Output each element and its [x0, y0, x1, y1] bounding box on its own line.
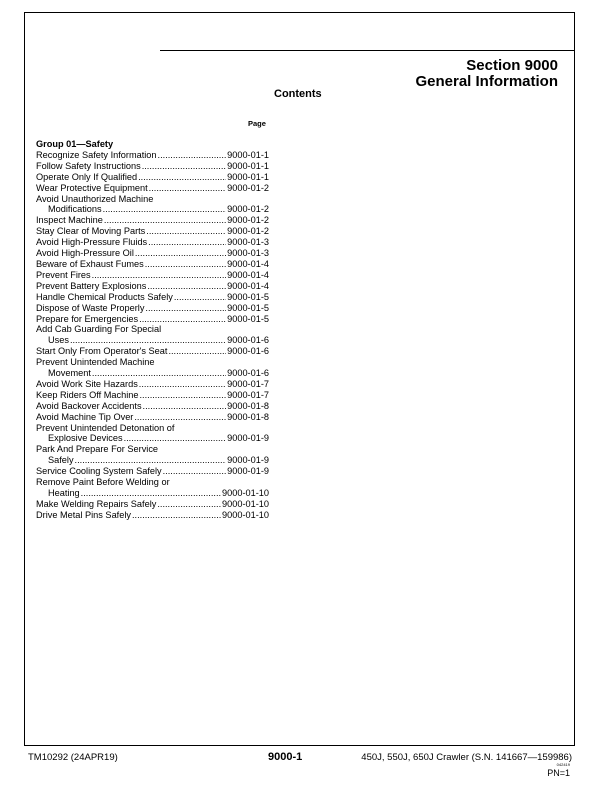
toc-entry-page: 9000-01-5 [227, 313, 269, 324]
toc-entry-title: Park And Prepare For Service [36, 444, 159, 455]
header-rule [160, 50, 575, 51]
toc-entry-title: Movement [48, 368, 91, 379]
toc-entry[interactable] [36, 510, 269, 521]
footer-page-number: 9000-1 [268, 751, 303, 763]
toc-entry[interactable] [36, 226, 269, 237]
toc-entry[interactable] [36, 172, 269, 183]
toc-entry-title: Make Welding Repairs Safely [36, 498, 157, 509]
toc-entry-page: 9000-01-9 [227, 466, 269, 477]
dot-leader [168, 346, 226, 357]
toc-entry-line [36, 466, 269, 477]
toc-entry-line [36, 488, 269, 499]
toc-entry-title: Start Only From Operator's Seat [36, 346, 168, 357]
toc-entry-line [36, 379, 269, 390]
toc-entry-line [36, 204, 269, 215]
dot-leader [139, 379, 226, 390]
toc-entries [36, 150, 269, 521]
toc-entry[interactable] [36, 499, 269, 510]
toc-entry-title: Remove Paint Before Welding or [36, 477, 170, 488]
dot-leader [92, 368, 226, 379]
dot-leader [104, 215, 226, 226]
toc-entry[interactable] [36, 161, 269, 172]
toc-entry-page: 9000-01-1 [227, 149, 269, 160]
toc-entry-title: Avoid High-Pressure Fluids [36, 237, 148, 248]
dot-leader [135, 248, 226, 259]
toc-entry[interactable] [36, 183, 269, 194]
toc-entry[interactable] [36, 324, 269, 346]
toc-entry-title: Uses [48, 335, 69, 346]
toc-entry-line [36, 510, 269, 521]
toc-entry-title: Drive Metal Pins Safely [36, 509, 131, 520]
dot-leader [148, 237, 226, 248]
dot-leader [147, 281, 226, 292]
toc-entry-page: 9000-01-10 [222, 509, 269, 520]
dot-leader [75, 455, 227, 466]
toc-entry-line [36, 183, 269, 194]
toc-entry-title: Avoid Machine Tip Over [36, 411, 134, 422]
dot-leader [145, 303, 226, 314]
toc-entry[interactable] [36, 423, 269, 445]
toc-entry-line [36, 346, 269, 357]
toc-entry[interactable] [36, 292, 269, 303]
toc-entry-page: 9000-01-5 [227, 291, 269, 302]
toc-entry[interactable] [36, 248, 269, 259]
toc-entry-title: Follow Safety Instructions [36, 160, 141, 171]
toc-entry-line [36, 194, 269, 205]
toc-entry-page: 9000-01-1 [227, 171, 269, 182]
toc-entry-line [36, 390, 269, 401]
toc-entry-page: 9000-01-6 [227, 346, 269, 357]
toc-entry-line [36, 259, 269, 270]
toc-entry-line [36, 303, 269, 314]
toc-entry-title: Dispose of Waste Properly [36, 302, 145, 313]
toc-entry-page: 9000-01-4 [227, 269, 269, 280]
toc-entry[interactable] [36, 466, 269, 477]
toc-entry-page: 9000-01-8 [227, 400, 269, 411]
toc-entry-title: Stay Clear of Moving Parts [36, 226, 146, 237]
toc-entry[interactable] [36, 270, 269, 281]
dot-leader [124, 433, 227, 444]
toc-entry[interactable] [36, 477, 269, 499]
page-column-label: Page [248, 119, 266, 128]
toc-entry[interactable] [36, 303, 269, 314]
dot-leader [158, 150, 227, 161]
dot-leader [70, 335, 226, 346]
table-of-contents [36, 139, 269, 521]
dot-leader [138, 172, 226, 183]
toc-entry-line [36, 401, 269, 412]
toc-entry-line [36, 423, 269, 434]
dot-leader [149, 183, 226, 194]
dot-leader [132, 510, 221, 521]
toc-entry-title: Keep Riders Off Machine [36, 389, 139, 400]
toc-entry-page: 9000-01-4 [227, 280, 269, 291]
toc-entry-page: 9000-01-8 [227, 411, 269, 422]
toc-entry-page: 9000-01-2 [227, 182, 269, 193]
toc-entry-line [36, 292, 269, 303]
toc-entry-page: 9000-01-5 [227, 302, 269, 313]
toc-entry-title: Avoid High-Pressure Oil [36, 248, 134, 259]
toc-entry-page: 9000-01-1 [227, 160, 269, 171]
toc-entry-title: Prevent Unintended Detonation of [36, 422, 175, 433]
toc-entry-line [36, 455, 269, 466]
toc-entry-line [36, 412, 269, 423]
dot-leader [92, 270, 226, 281]
toc-entry-title: Heating [48, 488, 80, 498]
toc-entry-line [36, 270, 269, 281]
toc-entry-title: Beware of Exhaust Fumes [36, 258, 144, 269]
toc-entry-title: Wear Protective Equipment [36, 182, 148, 193]
toc-entry-page: 9000-01-3 [227, 248, 269, 259]
toc-entry-line [36, 324, 269, 335]
toc-entry-line [36, 314, 269, 325]
contents-heading: Contents [274, 88, 322, 100]
toc-entry[interactable] [36, 150, 269, 161]
dot-leader [81, 488, 221, 499]
footer-code: 042419 [556, 762, 570, 767]
toc-entry-title: Prevent Battery Explosions [36, 280, 147, 291]
toc-entry-title: Prevent Unintended Machine [36, 357, 155, 368]
toc-entry-line [36, 161, 269, 172]
toc-entry-page: 9000-01-9 [227, 433, 269, 444]
toc-entry-title: Service Cooling System Safely [36, 466, 162, 477]
toc-entry-title: Safely [48, 455, 74, 466]
toc-entry-line [36, 444, 269, 455]
dot-leader [145, 259, 226, 270]
toc-entry-line [36, 150, 269, 161]
toc-entry[interactable] [36, 412, 269, 423]
section-title [415, 58, 558, 90]
dot-leader [163, 466, 226, 477]
toc-entry-title: Inspect Machine [36, 215, 103, 226]
section-number: Section 9000 [466, 57, 558, 74]
toc-entry[interactable] [36, 259, 269, 270]
toc-entry-line [36, 335, 269, 346]
toc-entry-line [36, 433, 269, 444]
toc-entry-page: 9000-01-7 [227, 378, 269, 389]
toc-entry-line [36, 477, 269, 488]
toc-entry-page: 9000-01-3 [227, 237, 269, 248]
dot-leader [103, 204, 226, 215]
toc-entry-page: 9000-01-9 [227, 455, 269, 466]
footer-model-info: 450J, 550J, 650J Crawler (S.N. 141667—159986) [361, 752, 572, 763]
toc-entry-line [36, 237, 269, 248]
footer-doc-id: TM10292 (24APR19) [28, 752, 118, 763]
dot-leader [146, 226, 226, 237]
toc-entry-line [36, 226, 269, 237]
toc-entry-page: 9000-01-6 [227, 368, 269, 379]
toc-entry-title: Prepare for Emergencies [36, 313, 139, 324]
toc-entry-page: 9000-01-2 [227, 226, 269, 237]
toc-entry[interactable] [36, 401, 269, 412]
toc-entry[interactable] [36, 281, 269, 292]
toc-entry-line [36, 281, 269, 292]
toc-entry[interactable] [36, 379, 269, 390]
dot-leader [143, 401, 227, 412]
toc-entry-page: 9000-01-10 [222, 498, 269, 509]
toc-entry[interactable] [36, 314, 269, 325]
toc-entry-line [36, 248, 269, 259]
toc-entry-title: Operate Only If Qualified [36, 171, 138, 182]
section-name: General Information [415, 73, 558, 90]
toc-entry-title: Add Cab Guarding For Special [36, 324, 162, 335]
dot-leader [139, 314, 226, 325]
toc-entry-page: 9000-01-10 [222, 488, 269, 498]
toc-entry[interactable] [36, 194, 269, 216]
toc-entry-line [36, 368, 269, 379]
toc-entry-title: Avoid Unauthorized Machine [36, 193, 154, 204]
dot-leader [142, 161, 226, 172]
dot-leader [157, 499, 221, 510]
footer-pn: PN=1 [547, 768, 570, 778]
toc-entry-line [36, 357, 269, 368]
toc-entry-page: 9000-01-4 [227, 258, 269, 269]
toc-entry-title: Modifications [48, 204, 102, 215]
toc-entry[interactable] [36, 390, 269, 401]
dot-leader [174, 292, 226, 303]
toc-entry-page: 9000-01-6 [227, 335, 269, 346]
toc-entry[interactable] [36, 215, 269, 226]
toc-entry-page: 9000-01-2 [227, 215, 269, 226]
dot-leader [134, 412, 226, 423]
toc-entry-title: Avoid Work Site Hazards [36, 378, 138, 389]
toc-entry[interactable] [36, 357, 269, 379]
toc-entry-title: Handle Chemical Products Safely [36, 291, 173, 302]
toc-entry-line [36, 172, 269, 183]
toc-entry-page: 9000-01-7 [227, 389, 269, 400]
toc-entry[interactable] [36, 444, 269, 466]
group-heading: Group 01—Safety [36, 139, 114, 149]
toc-entry[interactable] [36, 237, 269, 248]
toc-entry-line [36, 499, 269, 510]
toc-entry-page: 9000-01-2 [227, 204, 269, 215]
toc-entry-line [36, 215, 269, 226]
toc-entry-title: Recognize Safety Information [36, 149, 157, 160]
toc-entry-title: Avoid Backover Accidents [36, 400, 142, 411]
toc-entry-title: Prevent Fires [36, 269, 91, 280]
dot-leader [139, 390, 226, 401]
toc-entry-title: Explosive Devices [48, 433, 123, 444]
toc-entry[interactable] [36, 346, 269, 357]
